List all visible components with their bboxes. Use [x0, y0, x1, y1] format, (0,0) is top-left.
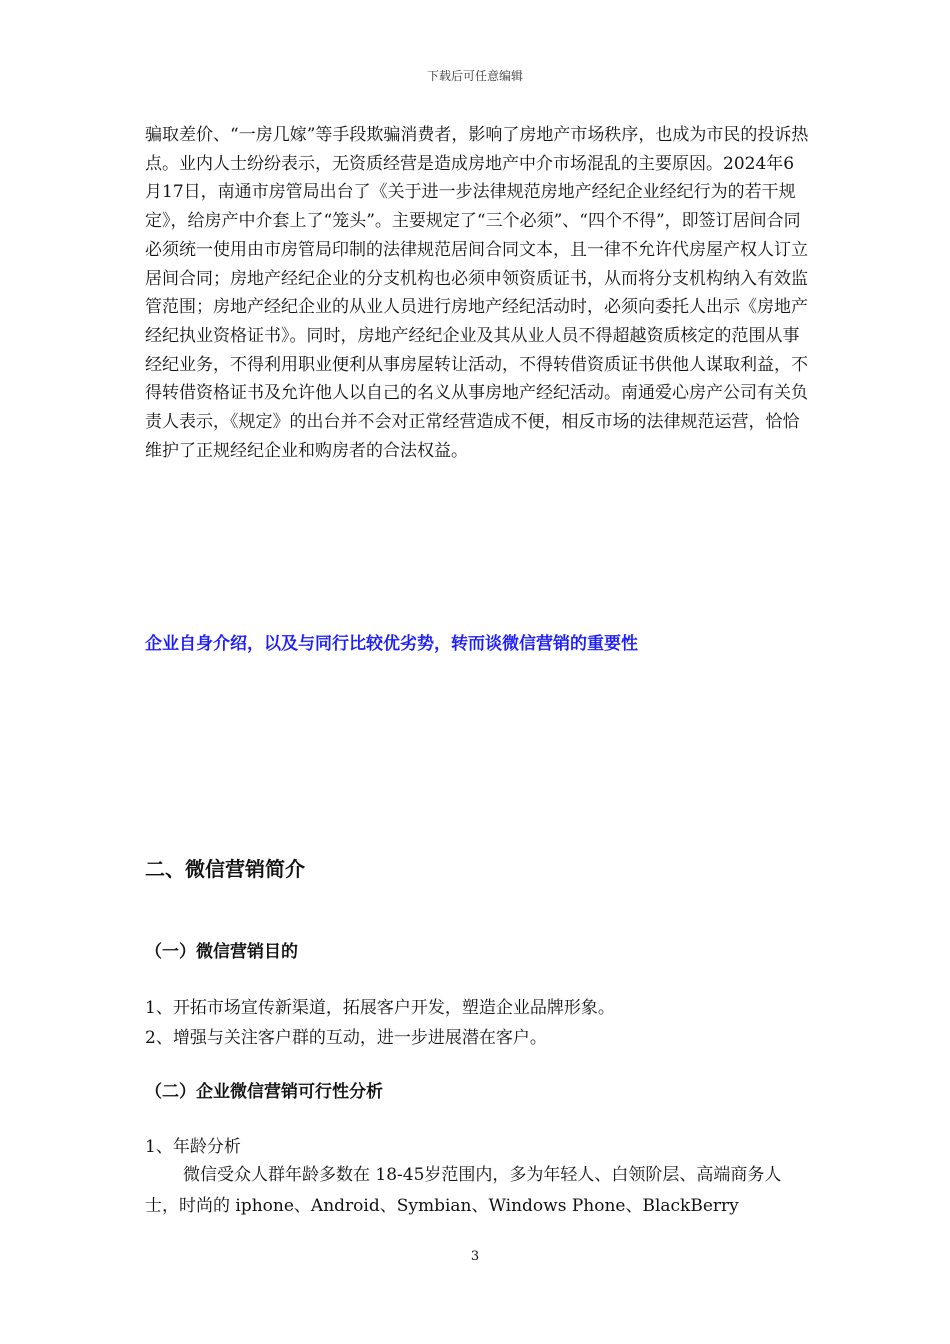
- subsection-title-feasibility: （二）企业微信营销可行性分析: [145, 1082, 383, 1102]
- list-item: 2、增强与关注客户群的互动，进一步进展潜在客户。: [145, 1028, 547, 1048]
- body-paragraph: 骗取差价、“一房几嫁”等手段欺骗消费者，影响了房地产市场秩序，也成为市民的投诉热点。业内人士纷纷表示，无资质经营是造成房地产中介市场混乱的主要原因。2024年6月17日，南通市房管局出台了《关于进一步法律规范房地产经纪企业经纪行为的若干规定》，给房产中介套上了“笼头”。主要规定了“三个必须”、“四个不得”，即签订居间合同必须统一使用由市房管局印制的法律规范居间合同文本，且一律不允许代房屋产权人订立居间合同；房地产经纪企业的分支机构也必须申领资质证书，从而将分支机构纳入有效监管范围；房地产经纪企业的从业人员进行房地产经纪活动时，必须向委托人出示《房地产经纪执业资格证书》。同时，房地产经纪企业及其从业人员不得超越资质核定的范围从事经纪业务，不得利用职业便利从事房屋转让活动，不得转借资质证书供他人谋取利益，不得转借资格证书及允许他人以自己的名义从事房地产经纪活动。南通爱心房产公司有关负责人表示，《规定》的出台并不会对正常经营造成不便，相反市场的法律规范运营，恰恰维护了正规经纪企业和购房者的合法权益。: [145, 125, 809, 461]
- subsection-title-goals: （一）微信营销目的: [145, 942, 298, 962]
- page-header: 下载后可任意编辑: [426, 69, 523, 83]
- editor-note: 企业自身介绍，以及与同行比较优劣势，转而谈微信营销的重要性: [145, 634, 638, 654]
- sub-heading-age: 1、年龄分析: [145, 1137, 241, 1157]
- page-number: 3: [470, 1249, 480, 1264]
- list-item: 1、开拓市场宣传新渠道，拓展客户开发，塑造企业品牌形象。: [145, 998, 615, 1018]
- section-title: 二、微信营销简介: [145, 857, 305, 881]
- age-analysis-paragraph: 微信受众人群年龄多数在 18-45岁范围内，多为年轻人、白领阶层、高端商务人士，时尚的 iphone、Android、Symbian、Windows Phone、BlackBerry: [145, 1165, 782, 1216]
- goal-list: [145, 993, 615, 1053]
